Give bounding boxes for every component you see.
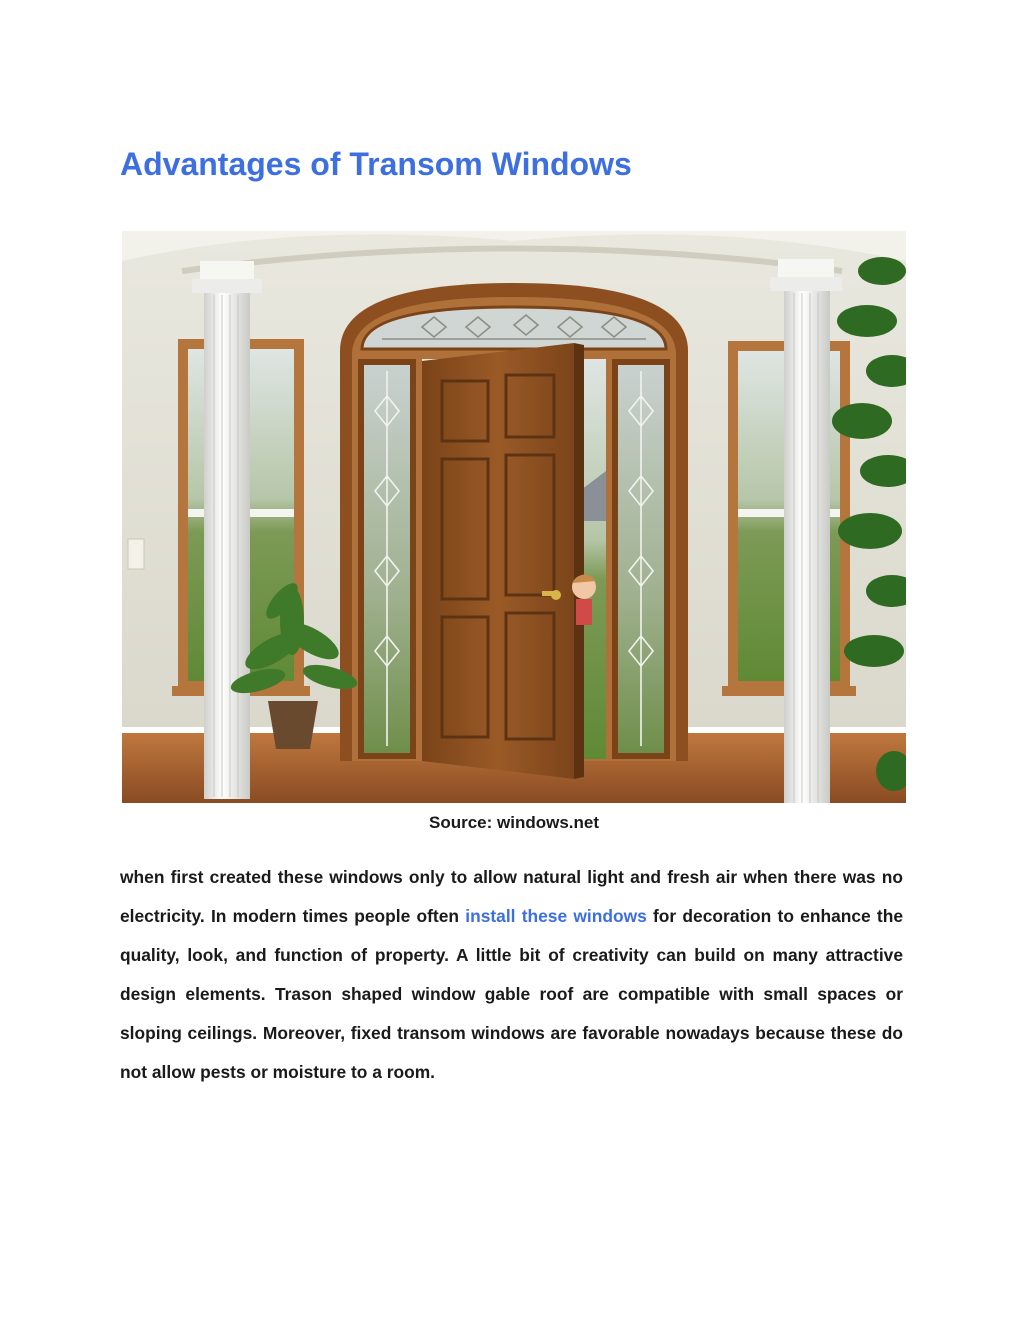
door-transom-photo bbox=[122, 231, 906, 803]
image-caption: Source: windows.net bbox=[428, 813, 600, 832]
page-title: Advantages of Transom Windows bbox=[120, 146, 632, 182]
install-windows-link[interactable]: install these windows bbox=[465, 906, 647, 926]
paragraph-text-before-link: when first created these windows only to allow natural light and fresh air when there was no electricity. In modern times people often bbox=[120, 867, 903, 926]
body-paragraph bbox=[120, 858, 903, 1092]
paragraph-text-after-link: for decoration to enhance the quality, look, and function of property. A little bit of creativity can build on many attractive design elements. Trason shaped window gable roof are compatible with small spaces or sloping ceilings. Moreover, fixed transom windows are favorable nowadays because these do not allow pests or moisture to a room. bbox=[120, 906, 904, 1082]
